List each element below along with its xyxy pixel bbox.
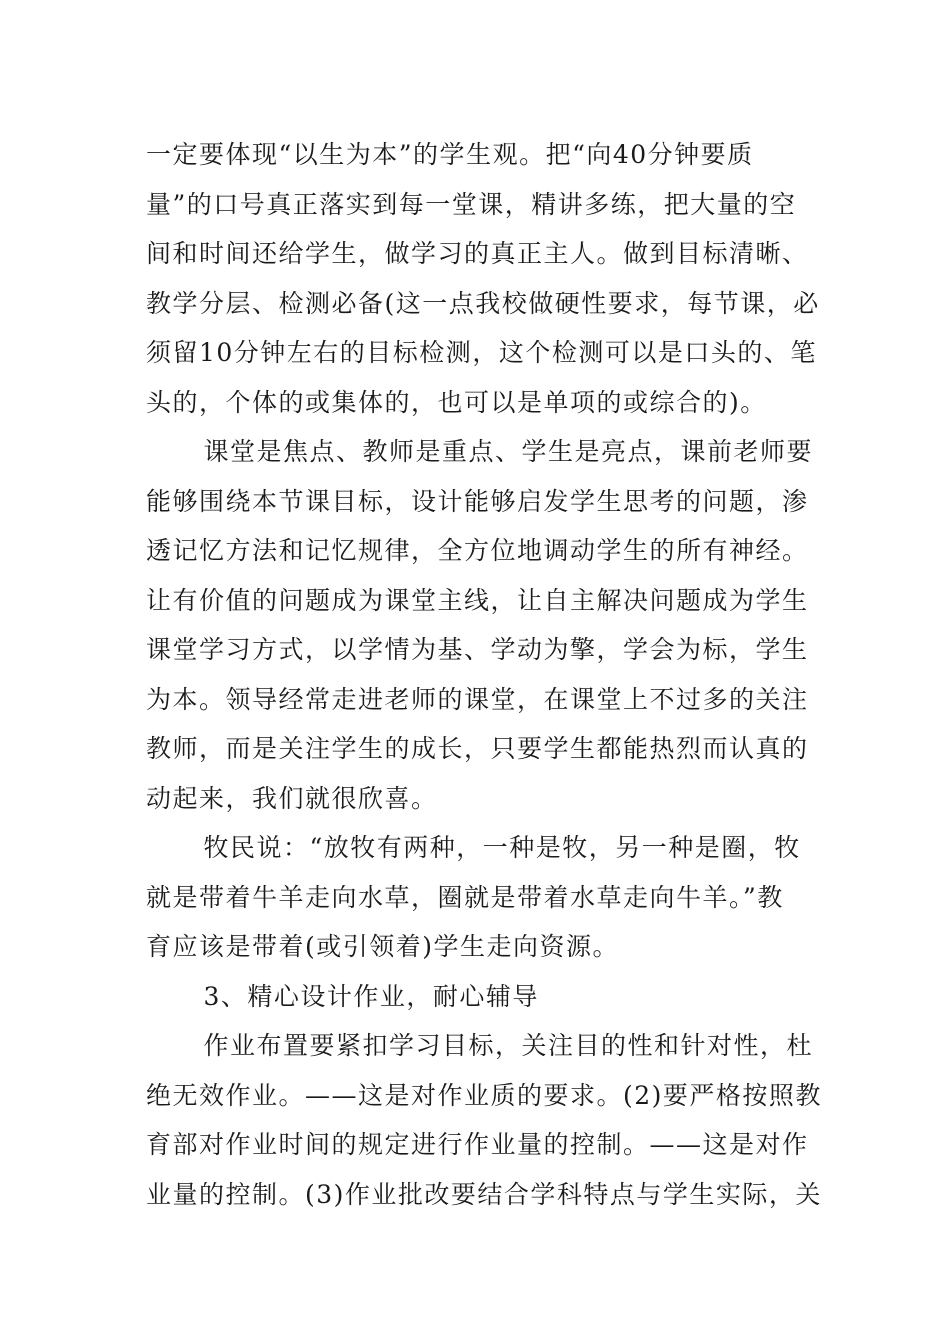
- text-line: 让有价值的问题成为课堂主线，让自主解决问题成为学生: [146, 585, 809, 615]
- text-line: 一定要体现“以生为本”的学生观。把“向40分钟要质: [146, 140, 754, 169]
- text-line: 教师，而是关注学生的成长，只要学生都能热烈而认真的: [146, 734, 809, 763]
- text-line: 须留10分钟左右的目标检测，这个检测可以是口头的、笔: [146, 338, 817, 367]
- document-body: [146, 130, 822, 1219]
- text-line: 为本。领导经常走进老师的课堂，在课堂上不过多的关注: [146, 684, 809, 714]
- text-line: 动起来，我们就很欣喜。: [146, 783, 438, 813]
- section-heading-homework: [146, 972, 806, 1022]
- text-line: 头的，个体的或集体的，也可以是单项的或综合的)。: [146, 387, 767, 417]
- text-line: 教学分层、检测必备(这一点我校做硬性要求，每节课，必: [146, 288, 820, 318]
- text-line: 课堂学习方式，以学情为基、学动为擎，学会为标，学生: [146, 635, 809, 664]
- paragraph-herdsman-quote: [146, 823, 806, 972]
- paragraph-homework-design: [146, 1021, 822, 1219]
- text-line: 育部对作业时间的规定进行作业量的控制。——这是对作: [146, 1130, 809, 1159]
- text-line: 间和时间还给学生，做学习的真正主人。做到目标清晰、: [146, 239, 809, 268]
- text-line: 育应该是带着(或引领着)学生走向资源。: [146, 932, 620, 961]
- text-line: 就是带着牛羊走向水草，圈就是带着水草走向牛羊。”教: [146, 882, 784, 912]
- text-line: 课堂是焦点、教师是重点、学生是亮点，课前老师要: [203, 437, 814, 466]
- text-line: 牧民说：“放牧有两种，一种是牧，另一种是圈，牧: [203, 833, 801, 862]
- text-line: 业量的控制。(3)作业批改要结合学科特点与学生实际，关: [146, 1179, 822, 1209]
- paragraph-student-centered: [146, 130, 820, 427]
- text-line: 能够围绕本节课目标，设计能够启发学生思考的问题，渗: [146, 486, 809, 516]
- text-line: 透记忆方法和记忆规律，全方位地调动学生的所有神经。: [146, 536, 809, 565]
- text-line: 作业布置要紧扣学习目标，关注目的性和针对性，杜: [203, 1031, 814, 1060]
- section-heading: 3、精心设计作业，耐心辅导: [203, 981, 539, 1011]
- text-line: 绝无效作业。——这是对作业质的要求。(2)要严格按照教: [146, 1080, 822, 1110]
- text-line: 量”的口号真正落实到每一堂课，精讲多练，把大量的空: [146, 189, 797, 219]
- paragraph-classroom-focus: [146, 427, 814, 823]
